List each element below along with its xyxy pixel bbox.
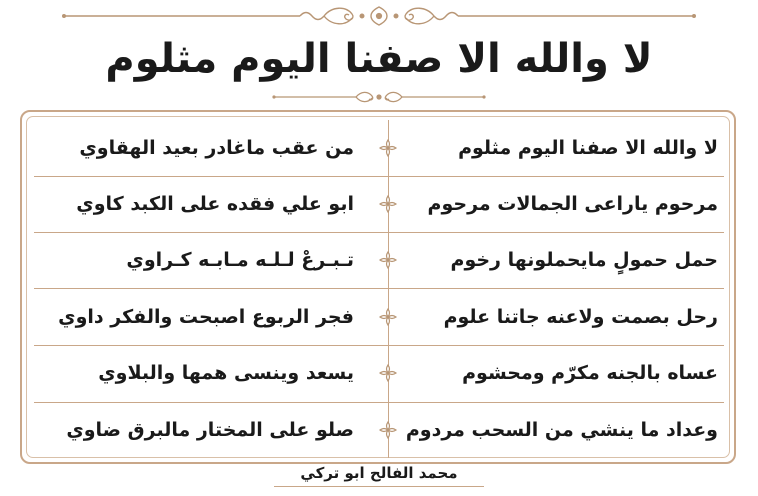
poem-frame xyxy=(20,110,736,464)
verse-ajuz: يسعد وينسى همها والبلاوي xyxy=(98,362,354,384)
verse-ajuz: من عقب ماغادر بعيد الهقاوي xyxy=(79,137,354,159)
floral-divider-icon xyxy=(379,195,397,213)
poem-title: لا والله الا صفنا اليوم مثلوم xyxy=(105,36,653,82)
author-name: محمد الفالح ابو تركي xyxy=(300,464,458,482)
verse-ajuz: ابو علي فقده على الكبد كاوي xyxy=(76,193,354,215)
top-scroll-ornament-icon xyxy=(0,4,758,28)
floral-divider-icon xyxy=(379,421,397,439)
floral-divider-icon xyxy=(379,139,397,157)
verse-sadr: حمل حمولٍ مايحملونها رخوم xyxy=(450,249,718,271)
title-divider-ornament-icon xyxy=(0,88,758,106)
verse-sadr: لا والله الا صفنا اليوم مثلوم xyxy=(458,137,718,159)
verse-sadr: رحل بصمت ولاعنه جاتنا علوم xyxy=(443,306,718,328)
floral-divider-icon xyxy=(379,251,397,269)
floral-divider-icon xyxy=(379,364,397,382)
author-underline xyxy=(274,486,484,487)
verse-ajuz: فجر الربوع اصبحت والفكر داوي xyxy=(58,306,354,328)
verse-ajuz: صلو على المختار مالبرق ضاوي xyxy=(66,419,354,441)
poem-table xyxy=(34,120,724,458)
floral-divider-icon xyxy=(379,308,397,326)
verse-ajuz: تـبـرعْ لـلـه مـابـه كـراوي xyxy=(126,249,354,271)
verse-sadr: مرحوم ياراعى الجمالات مرحوم xyxy=(427,193,718,215)
verse-sadr: وعداد ما ينشي من السحب مردوم xyxy=(405,419,718,441)
verse-sadr: عساه بالجنه مكرّم ومحشوم xyxy=(462,362,718,384)
